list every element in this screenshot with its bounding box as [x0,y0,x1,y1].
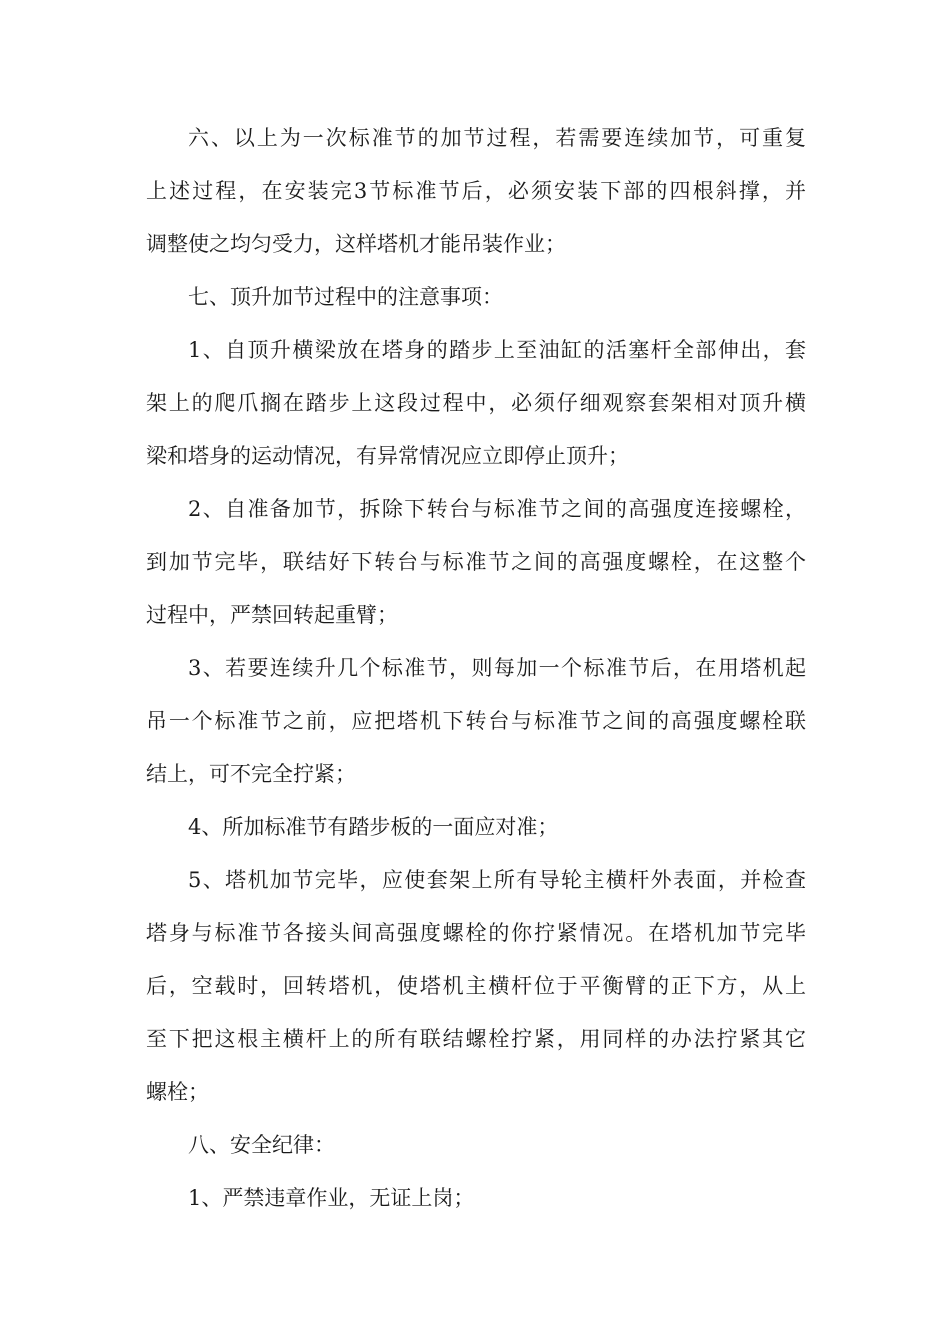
text-line: 1、严禁违章作业，无证上岗； [188,1186,475,1210]
paragraph [146,483,806,642]
paragraph [146,854,806,1119]
paragraph [146,1119,806,1172]
text-line: 1、自顶升横梁放在塔身的踏步上至油缸的活塞杆全部伸出，套 [188,338,806,362]
text-line: 吊一个标准节之前，应把塔机下转台与标准节之间的高强度螺栓联 [146,709,806,733]
text-line: 八、安全纪律： [188,1133,335,1157]
text-line: 到加节完毕，联结好下转台与标准节之间的高强度螺栓，在这整个 [146,550,806,574]
text-line: 七、顶升加节过程中的注意事项： [188,285,503,309]
text-line: 4、所加标准节有踏步板的一面应对准； [188,815,559,839]
text-line: 架上的爬爪搁在踏步上这段过程中，必须仔细观察套架相对顶升横 [146,391,806,415]
text-line: 过程中，严禁回转起重臂； [146,603,398,627]
text-line: 上述过程，在安装完3节标准节后，必须安装下部的四根斜撑，并 [146,179,806,203]
text-line: 螺栓； [146,1080,209,1104]
paragraph [146,642,806,801]
text-line: 后，空载时，回转塔机，使塔机主横杆位于平衡臂的正下方，从上 [146,974,806,998]
text-line: 调整使之均匀受力，这样塔机才能吊装作业； [146,232,566,256]
paragraph [146,112,806,271]
paragraph [146,801,806,854]
text-line: 至下把这根主横杆上的所有联结螺栓拧紧，用同样的办法拧紧其它 [146,1027,806,1051]
text-line: 塔身与标准节各接头间高强度螺栓的你拧紧情况。在塔机加节完毕 [146,921,806,945]
text-line: 2、自准备加节，拆除下转台与标准节之间的高强度连接螺栓， [188,497,806,521]
text-line: 梁和塔身的运动情况，有异常情况应立即停止顶升； [146,444,629,468]
document-body [146,112,806,1225]
paragraph [146,324,806,483]
text-line: 结上，可不完全拧紧； [146,762,356,786]
paragraph [146,1172,806,1225]
text-line: 3、若要连续升几个标准节，则每加一个标准节后，在用塔机起 [188,656,806,680]
text-line: 5、塔机加节完毕，应使套架上所有导轮主横杆外表面，并检查 [188,868,806,892]
paragraph [146,271,806,324]
text-line: 六、以上为一次标准节的加节过程，若需要连续加节，可重复 [188,126,806,150]
